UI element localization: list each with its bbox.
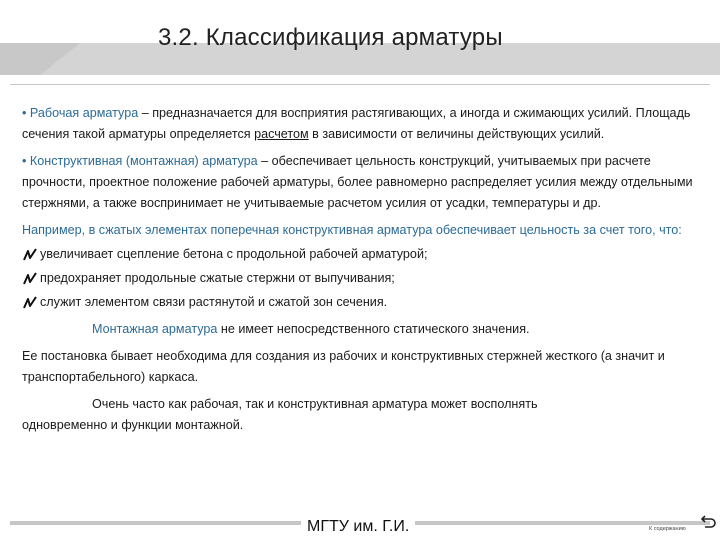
slide-content <box>22 103 712 436</box>
text: в зависимости от величины действующих усилий. <box>308 127 605 141</box>
term-mounting-rebar: Монтажная арматура <box>92 322 218 336</box>
footer-contents-link[interactable]: К содержанию <box>649 526 686 532</box>
header-cut <box>40 43 80 75</box>
footer-institution: МГТУ им. Г.И. <box>301 518 415 536</box>
term-structural-rebar: Конструктивная (монтажная) арматура <box>29 154 258 168</box>
paragraph-note-line2: одновременно и функции монтажной. <box>22 418 244 432</box>
check-stroke-icon <box>22 295 38 311</box>
paragraph-working-rebar <box>22 103 712 145</box>
list-item-text: увеличивает сцепление бетона с продольной рабочей арматурой; <box>40 247 428 261</box>
bullet-marker: • <box>22 106 30 120</box>
check-stroke-icon <box>22 247 38 263</box>
bullet-marker: • <box>22 154 30 168</box>
paragraph-example: Например, в сжатых элементах поперечная конструктивная арматура обеспечивает цельность за счет того, что: <box>22 223 682 237</box>
slide-title: 3.2. Классификация арматуры <box>158 24 503 51</box>
title-divider <box>10 84 710 85</box>
text: – обеспечивает цельность конструкций, учитываемых при расчете прочности, проектное положение рабочей арматуры, более равномерно распределяет усилия между отдельными стержнями, а также воспринимает не учитываемые расчетом усилия от усадки, температуры и др. <box>22 154 693 210</box>
paragraph-installation: Ее постановка бывает необходима для создания из рабочих и конструктивных стержней жесткого (а значит и транспортабельного) каркаса. <box>22 349 665 384</box>
list-item <box>22 292 712 313</box>
list-item-text: предохраняет продольные сжатые стержни от выпучивания; <box>40 271 395 285</box>
term-working-rebar: Рабочая арматура <box>29 106 139 120</box>
text: не имеет непосредственного статического значения. <box>217 322 530 336</box>
text: – предназначается для восприятия растягивающих, а иногда и сжимающих усилий. Площадь сечения такой арматуры определяется <box>22 106 691 141</box>
paragraph-note-line1: Очень часто как рабочая, так и конструктивная арматура может восполнять <box>92 397 538 411</box>
link-calculation[interactable]: расчетом <box>254 127 309 141</box>
paragraph-mounting-rebar <box>22 319 712 340</box>
return-arrow-icon[interactable] <box>699 513 717 531</box>
list-item <box>22 244 712 265</box>
list-item <box>22 268 712 289</box>
list-item-text: служит элементом связи растянутой и сжатой зон сечения. <box>40 295 388 309</box>
check-stroke-icon <box>22 271 38 287</box>
paragraph-structural-rebar <box>22 151 712 214</box>
